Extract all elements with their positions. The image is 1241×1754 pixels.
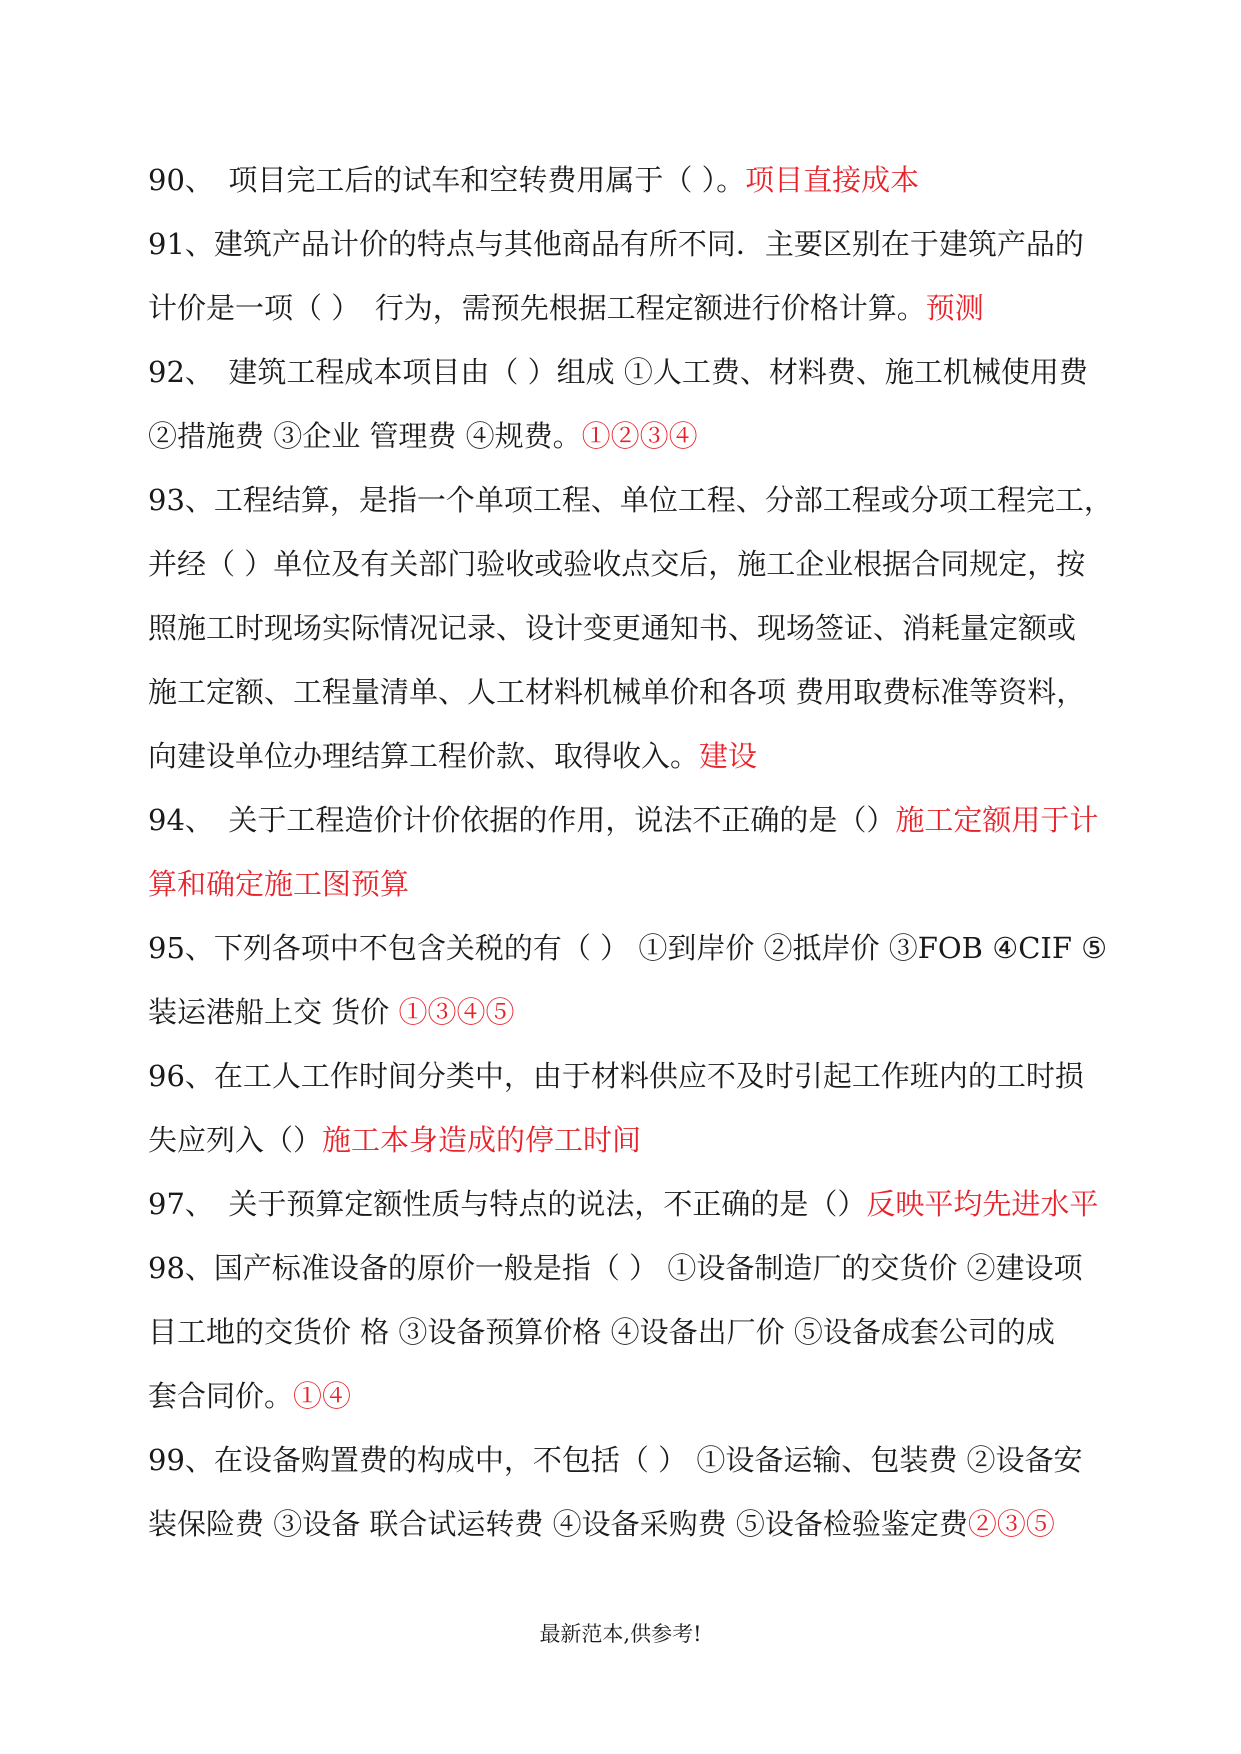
question-line: 99、在设备购置费的构成中，不包括（ ） ①设备运输、包装费 ②设备安 xyxy=(148,1443,1083,1477)
question-line: 计价是一项（ ） 行为，需预先根据工程定额进行价格计算。预测 xyxy=(148,291,984,325)
question-96 xyxy=(148,1044,1128,1172)
question-line: 94、 关于工程造价计价依据的作用，说法不正确的是（）施工定额用于计 xyxy=(148,803,1099,837)
question-line: 套合同价。①④ xyxy=(148,1379,352,1413)
answer-text: ①④ xyxy=(293,1379,352,1413)
question-97 xyxy=(148,1172,1128,1236)
answer-text: 算和确定施工图预算 xyxy=(148,867,410,901)
question-line: 98、国产标准设备的原价一般是指（ ） ①设备制造厂的交货价 ②建设项 xyxy=(148,1251,1083,1285)
answer-text: 项目直接成本 xyxy=(745,163,920,197)
question-line: 失应列入（）施工本身造成的停工时间 xyxy=(148,1123,642,1157)
answer-text: 预测 xyxy=(925,291,984,325)
question-line: 照施工时现场实际情况记录、设计变更通知书、现场签证、消耗量定额或 xyxy=(148,611,1077,645)
answer-text: ①②③④ xyxy=(581,419,698,453)
answer-text: ①③④⑤ xyxy=(398,995,515,1029)
question-98 xyxy=(148,1236,1128,1428)
question-line: 90、 项目完工后的试车和空转费用属于（ ）。项目直接成本 xyxy=(148,163,920,197)
question-line: 向建设单位办理结算工程价款、取得收入。建设 xyxy=(148,739,758,773)
question-line: 91、建筑产品计价的特点与其他商品有所不同．主要区别在于建筑产品的 xyxy=(148,227,1084,261)
answer-text: 建设 xyxy=(699,739,758,773)
answer-text: 施工本身造成的停工时间 xyxy=(322,1123,642,1157)
question-line: 96、在工人工作时间分类中，由于材料供应不及时引起工作班内的工时损 xyxy=(148,1059,1084,1093)
question-line: 92、 建筑工程成本项目由（ ）组成 ①人工费、材料费、施工机械使用费 xyxy=(148,355,1088,389)
question-line xyxy=(148,852,1128,916)
answer-text: ②③⑤ xyxy=(967,1507,1055,1541)
question-92 xyxy=(148,340,1128,468)
question-line: 97、 关于预算定额性质与特点的说法，不正确的是（）反映平均先进水平 xyxy=(148,1187,1099,1221)
question-line: 95、下列各项中不包含关税的有（ ） ①到岸价 ②抵岸价 ③FOB ④CIF ⑤ xyxy=(148,931,1108,965)
question-line: 装运港船上交 货价 ①③④⑤ xyxy=(148,995,515,1029)
question-91 xyxy=(148,212,1128,340)
question-90 xyxy=(148,148,1128,212)
question-line: 目工地的交货价 格 ③设备预算价格 ④设备出厂价 ⑤设备成套公司的成 xyxy=(148,1315,1055,1349)
answer-text: 反映平均先进水平 xyxy=(866,1187,1099,1221)
question-line: 施工定额、工程量清单、人工材料机械单价和各项 费用取费标准等资料， xyxy=(148,675,1086,709)
question-95 xyxy=(148,916,1128,1044)
page-footer: 最新范本,供参考! xyxy=(539,1622,702,1646)
question-line: 93、工程结算，是指一个单项工程、单位工程、分部工程或分项工程完工， xyxy=(148,483,1113,517)
question-line: ②措施费 ③企业 管理费 ④规费。①②③④ xyxy=(148,419,698,453)
question-line: 装保险费 ③设备 联合试运转费 ④设备采购费 ⑤设备检验鉴定费②③⑤ xyxy=(148,1507,1055,1541)
answer-text: 施工定额用于计 xyxy=(895,803,1099,837)
question-94 xyxy=(148,788,1128,916)
question-99 xyxy=(148,1428,1128,1556)
question-93 xyxy=(148,468,1128,788)
question-line: 并经（ ）单位及有关部门验收或验收点交后，施工企业根据合同规定，按 xyxy=(148,547,1086,581)
